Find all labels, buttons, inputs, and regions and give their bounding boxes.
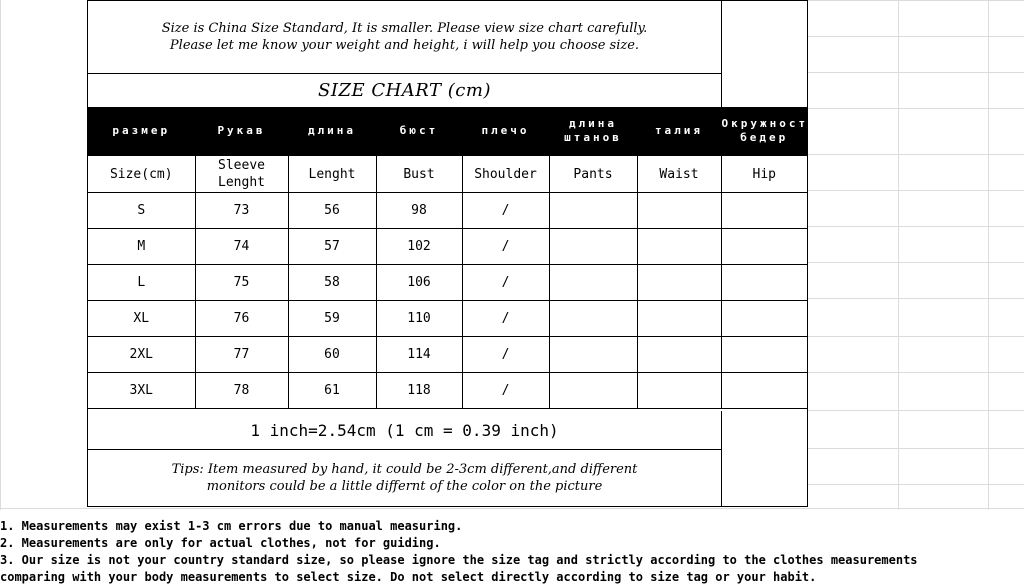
shoulder-cell: / [462, 193, 549, 229]
header-en-size: Size(cm) [88, 156, 195, 193]
bust-cell: 110 [376, 301, 462, 337]
bust-cell: 118 [376, 373, 462, 409]
waist-cell [637, 229, 721, 265]
hip-cell [721, 337, 807, 373]
hip-cell [721, 193, 807, 229]
table-row [88, 301, 807, 337]
header-en-length: Lenght [288, 156, 376, 193]
shoulder-cell: / [462, 373, 549, 409]
length-cell: 58 [288, 265, 376, 301]
sleeve-cell: 74 [195, 229, 288, 265]
table-row [88, 229, 807, 265]
note-line-1: 1. Measurements may exist 1-3 cm errors due to manual measuring. [0, 519, 463, 533]
length-cell: 57 [288, 229, 376, 265]
hip-cell [721, 373, 807, 409]
length-cell: 59 [288, 301, 376, 337]
bust-cell: 98 [376, 193, 462, 229]
table-row [88, 373, 807, 409]
waist-cell [637, 265, 721, 301]
length-cell: 61 [288, 373, 376, 409]
tips-line-1: Tips: Item measured by hand, it could be 2-3cm different,and different [171, 462, 638, 477]
pants-cell [549, 301, 637, 337]
header-ru-waist: талия [637, 107, 721, 156]
notice-line-2: Please let me know your weight and height, i will help you choose size. [169, 38, 640, 53]
notice-line-1: Size is China Size Standard, It is smaller. Please view size chart carefully. [161, 21, 648, 36]
waist-cell [637, 373, 721, 409]
note-line-3: 3. Our size is not your country standard size, so please ignore the size tag and strictly according to the clothes measurements [0, 553, 918, 567]
bust-cell: 106 [376, 265, 462, 301]
tips-box [88, 450, 722, 506]
header-ru-length: длина [288, 107, 376, 156]
shoulder-cell: / [462, 337, 549, 373]
pants-cell [549, 265, 637, 301]
size-cell: L [88, 265, 195, 301]
header-en-bust: Bust [376, 156, 462, 193]
shoulder-cell: / [462, 229, 549, 265]
header-ru-sleeve: Рукав [195, 107, 288, 156]
waist-cell [637, 337, 721, 373]
measurement-notes [0, 518, 1024, 586]
size-cell: S [88, 193, 195, 229]
hip-cell [721, 265, 807, 301]
size-notice [88, 1, 722, 74]
size-cell: M [88, 229, 195, 265]
sleeve-cell: 77 [195, 337, 288, 373]
length-cell: 56 [288, 193, 376, 229]
size-cell: 3XL [88, 373, 195, 409]
chart-title: SIZE CHART (cm) [88, 73, 722, 107]
header-en-shoulder: Shoulder [462, 156, 549, 193]
header-ru-pants: длина штанов [549, 107, 637, 156]
tips-line-2: monitors could be a little differnt of the color on the picture [206, 479, 603, 494]
table-row [88, 193, 807, 229]
hip-cell [721, 301, 807, 337]
header-en-pants: Pants [549, 156, 637, 193]
sleeve-cell: 76 [195, 301, 288, 337]
header-ru-hip: Окружность бедер [721, 107, 807, 156]
pants-cell [549, 193, 637, 229]
bust-cell: 102 [376, 229, 462, 265]
waist-cell [637, 193, 721, 229]
size-table [88, 107, 818, 409]
size-cell: XL [88, 301, 195, 337]
note-line-2: 2. Measurements are only for actual clothes, not for guiding. [0, 536, 441, 550]
pants-cell [549, 373, 637, 409]
sleeve-cell: 78 [195, 373, 288, 409]
note-line-4: comparing with your body measurements to select size. Do not select directly according to size tag or your habit. [0, 570, 817, 584]
pants-cell [549, 229, 637, 265]
shoulder-cell: / [462, 265, 549, 301]
header-ru-bust: бюст [376, 107, 462, 156]
header-ru-size: размер [88, 107, 195, 156]
shoulder-cell: / [462, 301, 549, 337]
header-en-waist: Waist [637, 156, 721, 193]
size-cell: 2XL [88, 337, 195, 373]
header-row-english [88, 156, 807, 193]
pants-cell [549, 337, 637, 373]
sleeve-cell: 73 [195, 193, 288, 229]
table-row [88, 265, 807, 301]
header-row-russian [88, 107, 807, 156]
length-cell: 60 [288, 337, 376, 373]
header-en-hip: Hip [721, 156, 807, 193]
size-chart-sheet [87, 0, 818, 507]
inch-conversion: 1 inch=2.54cm (1 cm = 0.39 inch) [88, 411, 722, 450]
sleeve-cell: 75 [195, 265, 288, 301]
table-row [88, 337, 807, 373]
hip-cell [721, 229, 807, 265]
header-ru-shoulder: плечо [462, 107, 549, 156]
waist-cell [637, 301, 721, 337]
header-en-sleeve: Sleeve Lenght [195, 156, 288, 193]
bust-cell: 114 [376, 337, 462, 373]
